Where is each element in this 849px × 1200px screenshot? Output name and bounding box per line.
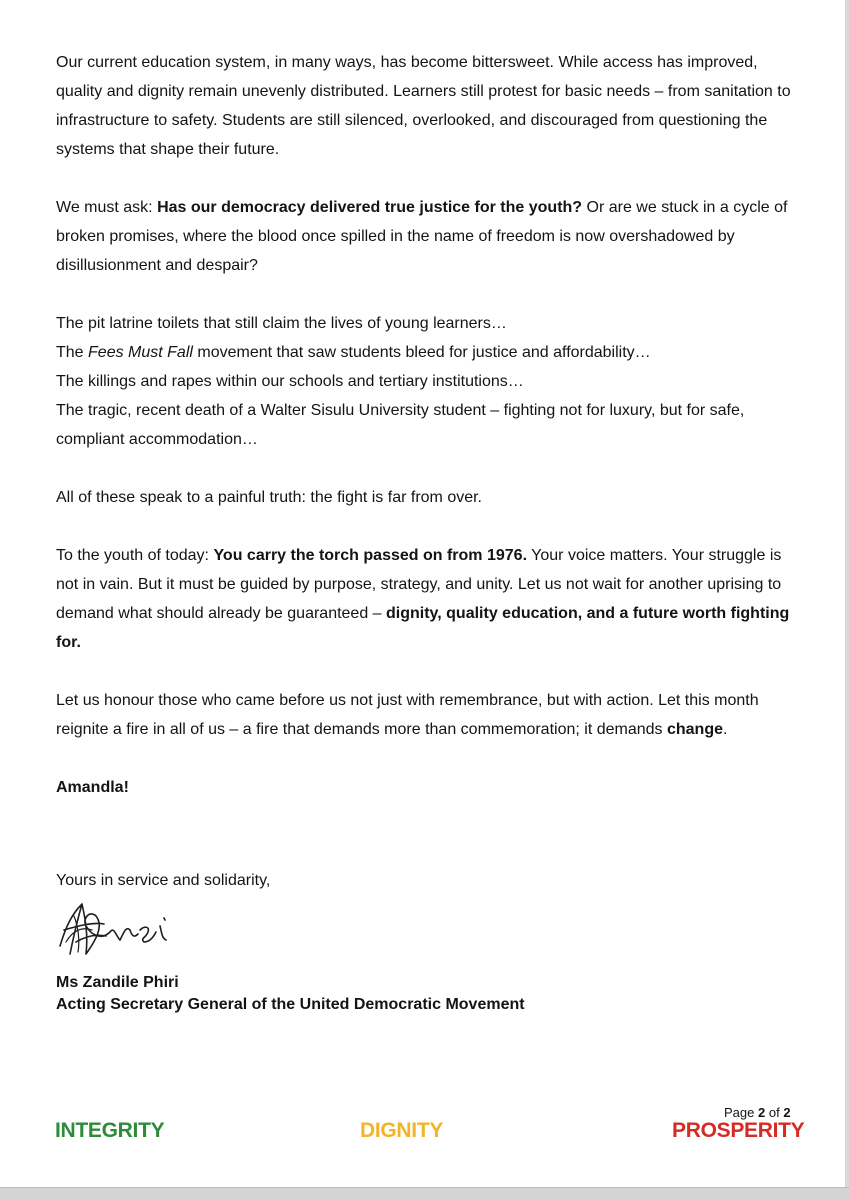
signer-name: Ms Zandile Phiri [56,974,179,991]
signer-title: Acting Secretary General of the United Democratic Movement [56,996,525,1013]
paragraph-democracy-lead: We must ask: [56,199,158,216]
footer-integrity: INTEGRITY [55,1119,165,1142]
paragraph-honour-lead: Let us honour those who came before us not just with remembrance, but with action. Let this month reignite a fire in all of us – a fire that demands more than commemoration; it demands [56,692,759,738]
list-line-fees-lead: The [56,344,89,361]
footer-prosperity: PROSPERITY [672,1119,805,1142]
page-edge-bottom [0,1188,849,1200]
footer-dignity: DIGNITY [360,1119,444,1142]
page-total: 2 [783,1105,791,1120]
paragraph-education: Our current education system, in many ways, has become bittersweet. While access has improved, quality and dignity remain unevenly distributed. Learners still protest for basic needs – from sanitation to infrastructure to safety. Students are still silenced, overlooked, and discouraged from questioning the systems that shape their future. [56,54,791,158]
paragraph-youth-lead: To the youth of today: [56,547,214,564]
list-line-killings: The killings and rapes within our schools and tertiary institutions… [56,373,524,390]
list-line-fees-rest: movement that saw students bleed for justice and affordability… [192,344,651,361]
paragraph-painful-truth: All of these speak to a painful truth: the fight is far from over. [56,489,482,506]
amandla-text: Amandla! [56,779,129,796]
list-line-wsu: The tragic, recent death of a Walter Sisulu University student – fighting not for luxury, but for safe, compliant accommodation… [56,402,745,448]
paragraph-youth-mid: Your voice matters. Your struggle is not in vain. But it must be guided by purpose, strategy, and unity. Let us not wait for another uprising to demand what should already be guaranteed – [56,547,782,622]
paragraph-youth [56,541,806,657]
signer-block [56,972,525,1016]
paragraph-democracy-rest: Or are we stuck in a cycle of broken promises, where the blood once spilled in the name of freedom is now overshadowed by disillusionment and despair? [56,199,788,274]
paragraph-democracy [56,193,806,280]
paragraph-democracy-question: Has our democracy delivered true justice for the youth? [157,199,583,216]
paragraph-honour [56,686,806,744]
page-label: Page [724,1105,755,1120]
paragraph-honour-end: . [722,721,728,738]
amandla [56,773,806,802]
page-of: of [768,1105,780,1120]
page-number [724,1105,791,1120]
signoff: Yours in service and solidarity, [56,872,271,889]
letter-body [56,48,806,802]
paragraph-youth-torch: You carry the torch passed on from 1976. [213,547,528,564]
page-edge-right [845,0,849,1200]
list-line-fees-italic: Fees Must Fall [88,344,193,361]
signature [52,896,182,968]
page-current: 2 [758,1105,766,1120]
paragraph-honour-change: change [666,721,723,738]
list-line-fees-must-fall [56,338,806,367]
list-line-latrine: The pit latrine toilets that still claim the lives of young learners… [56,315,507,332]
paragraph-youth-dignity: dignity, quality education, and a future worth fighting for. [56,605,790,651]
